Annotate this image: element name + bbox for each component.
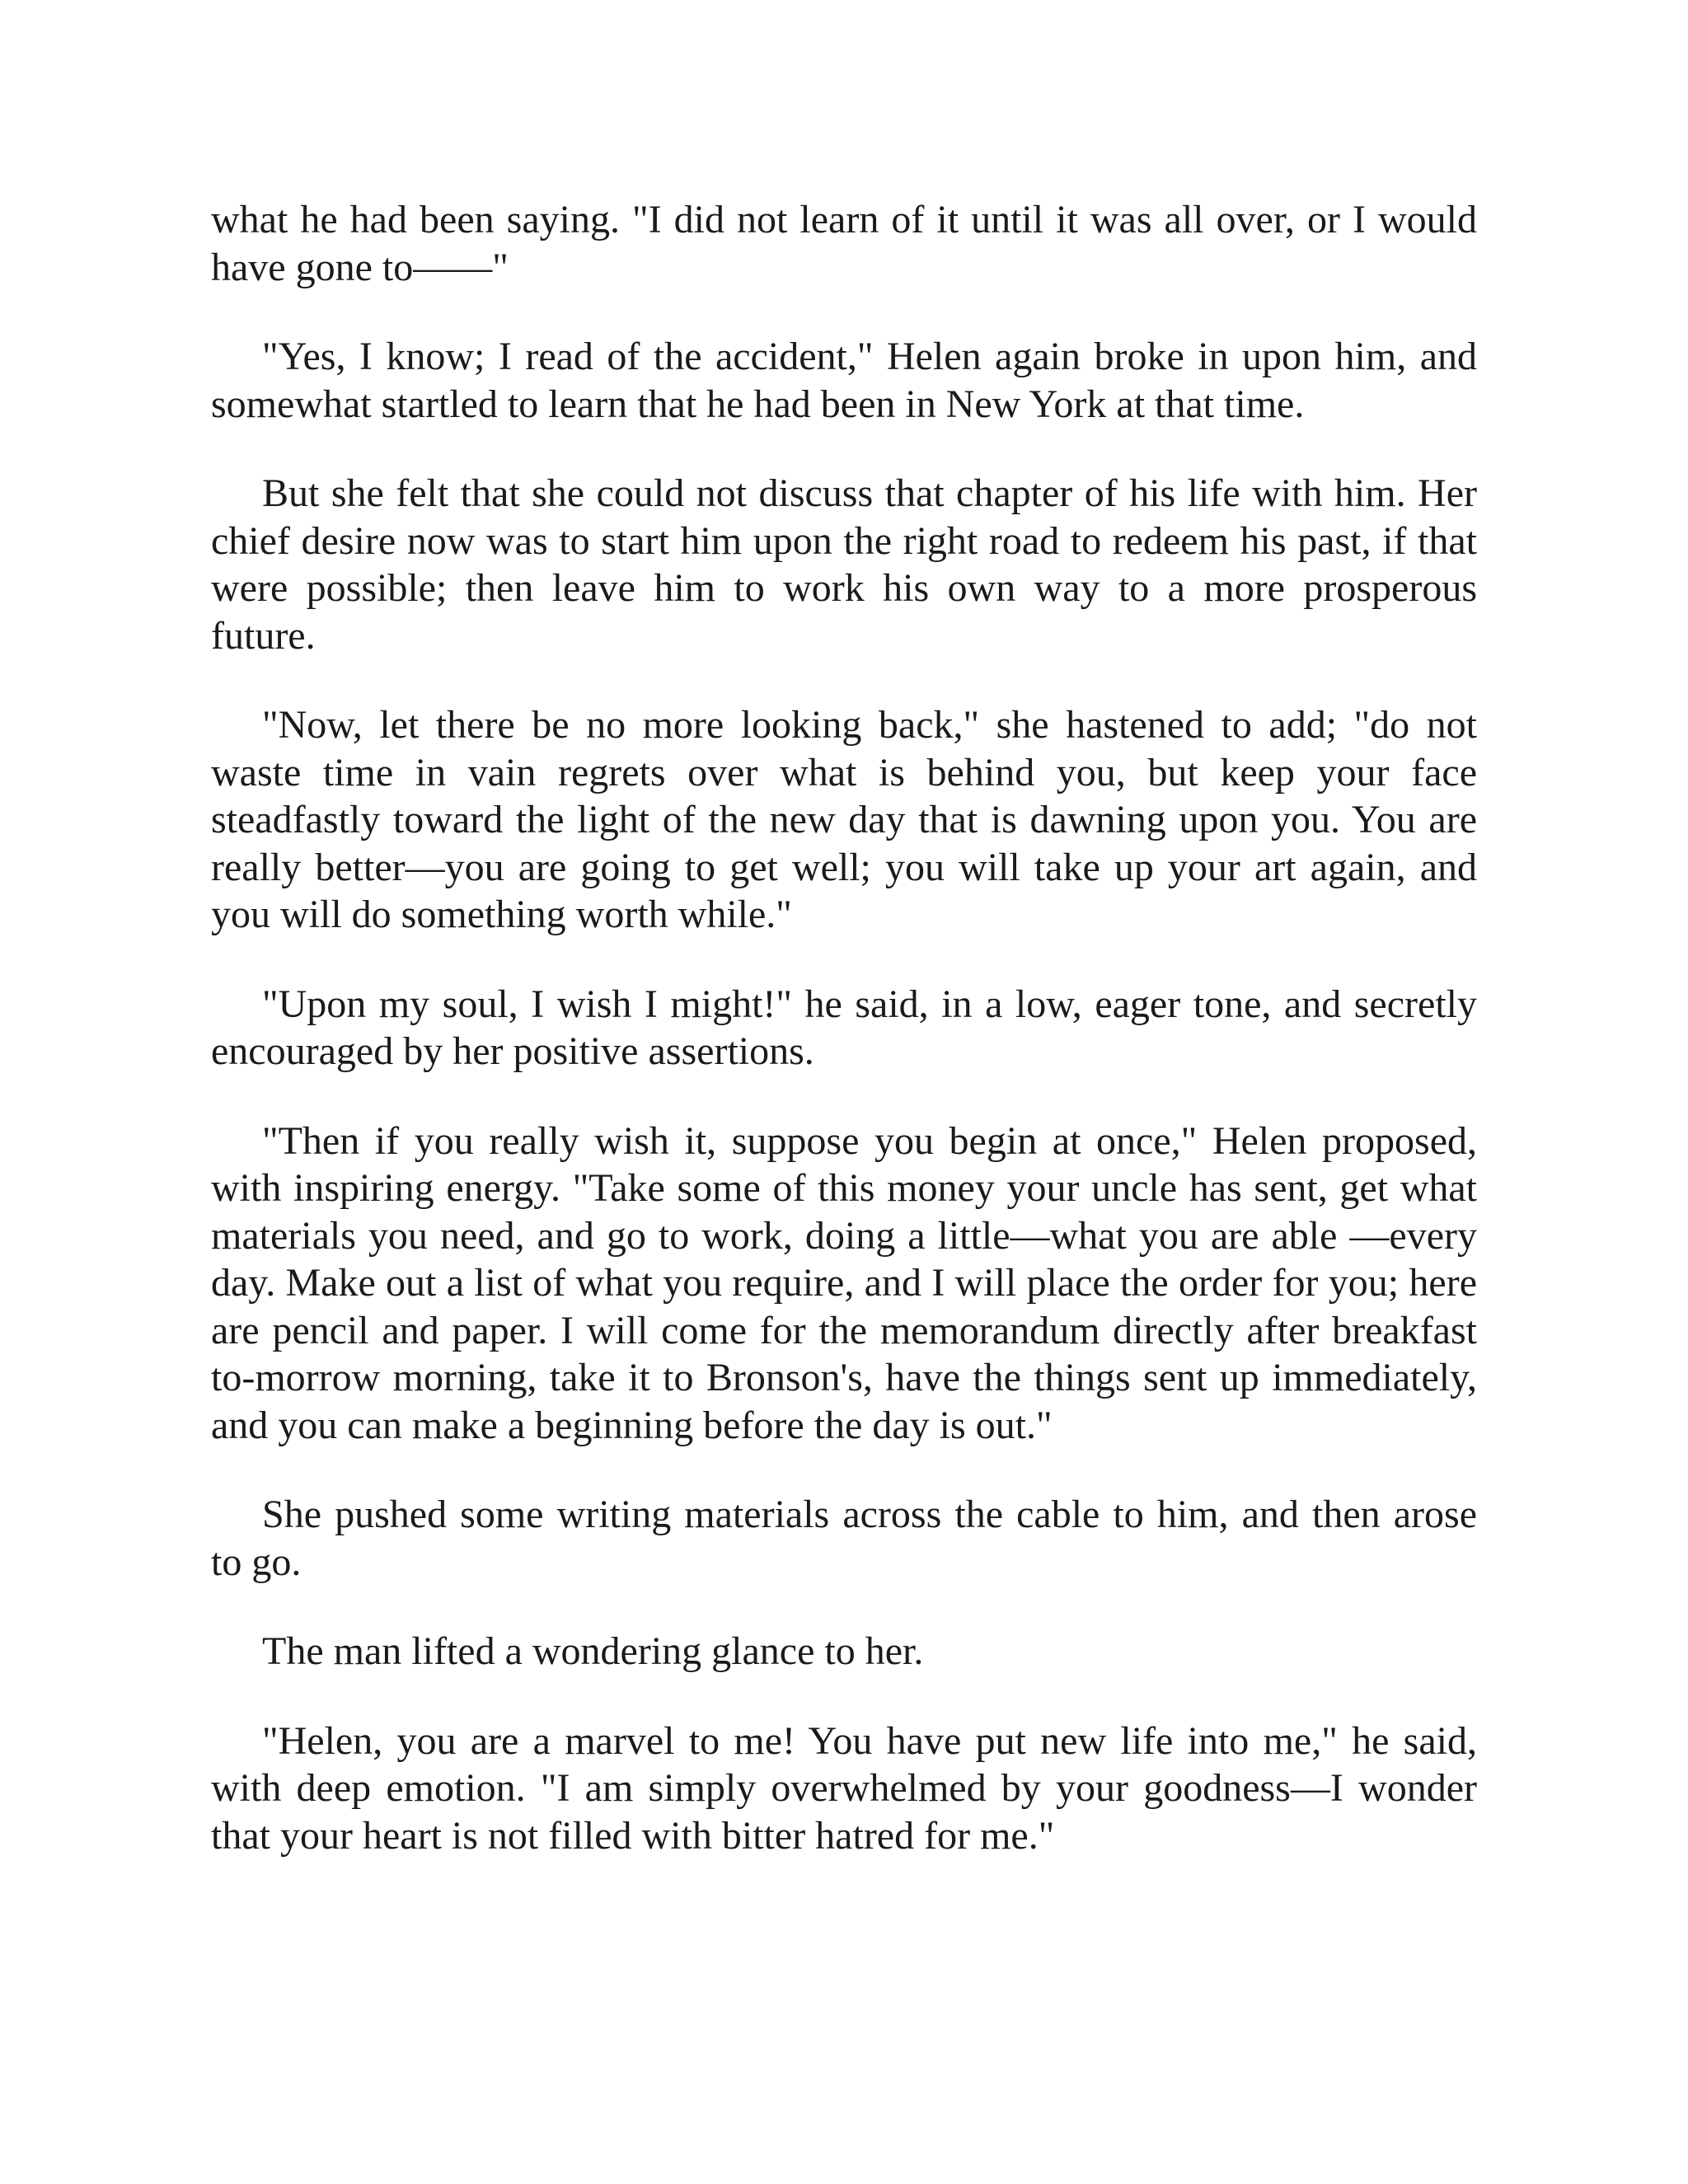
paragraph-8: The man lifted a wondering glance to her.	[262, 1629, 924, 1673]
page-body-text	[211, 196, 1477, 1901]
paragraph-1: what he had been saying. "I did not learn of it until it was all over, or I would have gone to——"	[211, 198, 1477, 289]
paragraph-6: "Then if you really wish it, suppose you begin at once," Helen proposed, with inspiring energy. "Take some of this money your uncle has sent, get what materials you need, and go to work, doing a little—what you are able —every day. Make out a list of what you require, and I will place the order for you; here are pencil and paper. I will come for the memorandum directly after breakfast to-morrow morning, take it to Bronson's, have the things sent up immediately, and you can make a beginning before the day is out."	[211, 1118, 1477, 1447]
paragraph-3: But she felt that she could not discuss that chapter of his life with him. Her chief desire now was to start him upon the right road to redeem his past, if that were possible; then leave him to work his own way to a more prosperous future.	[211, 471, 1477, 658]
paragraph-9: "Helen, you are a marvel to me! You have put new life into me," he said, with deep emotion. "I am simply overwhelmed by your goodness—I wonder that your heart is not filled with bitter hatred for me."	[211, 1718, 1477, 1858]
paragraph-5: "Upon my soul, I wish I might!" he said, in a low, eager tone, and secretly encouraged by her positive assertions.	[211, 982, 1477, 1073]
paragraph-7: She pushed some writing materials across the cable to him, and then arose to go.	[211, 1493, 1477, 1584]
paragraph-4: "Now, let there be no more looking back," she hastened to add; "do not waste time in vain regrets over what is behind you, but keep your face steadfastly toward the light of the new day that is dawning upon you. You are really better—you are going to get well; you will take up your art again, and you will do something worth while."	[211, 703, 1477, 936]
paragraph-2: "Yes, I know; I read of the accident," Helen again broke in upon him, and somewhat startled to learn that he had been in New York at that time.	[211, 335, 1477, 426]
